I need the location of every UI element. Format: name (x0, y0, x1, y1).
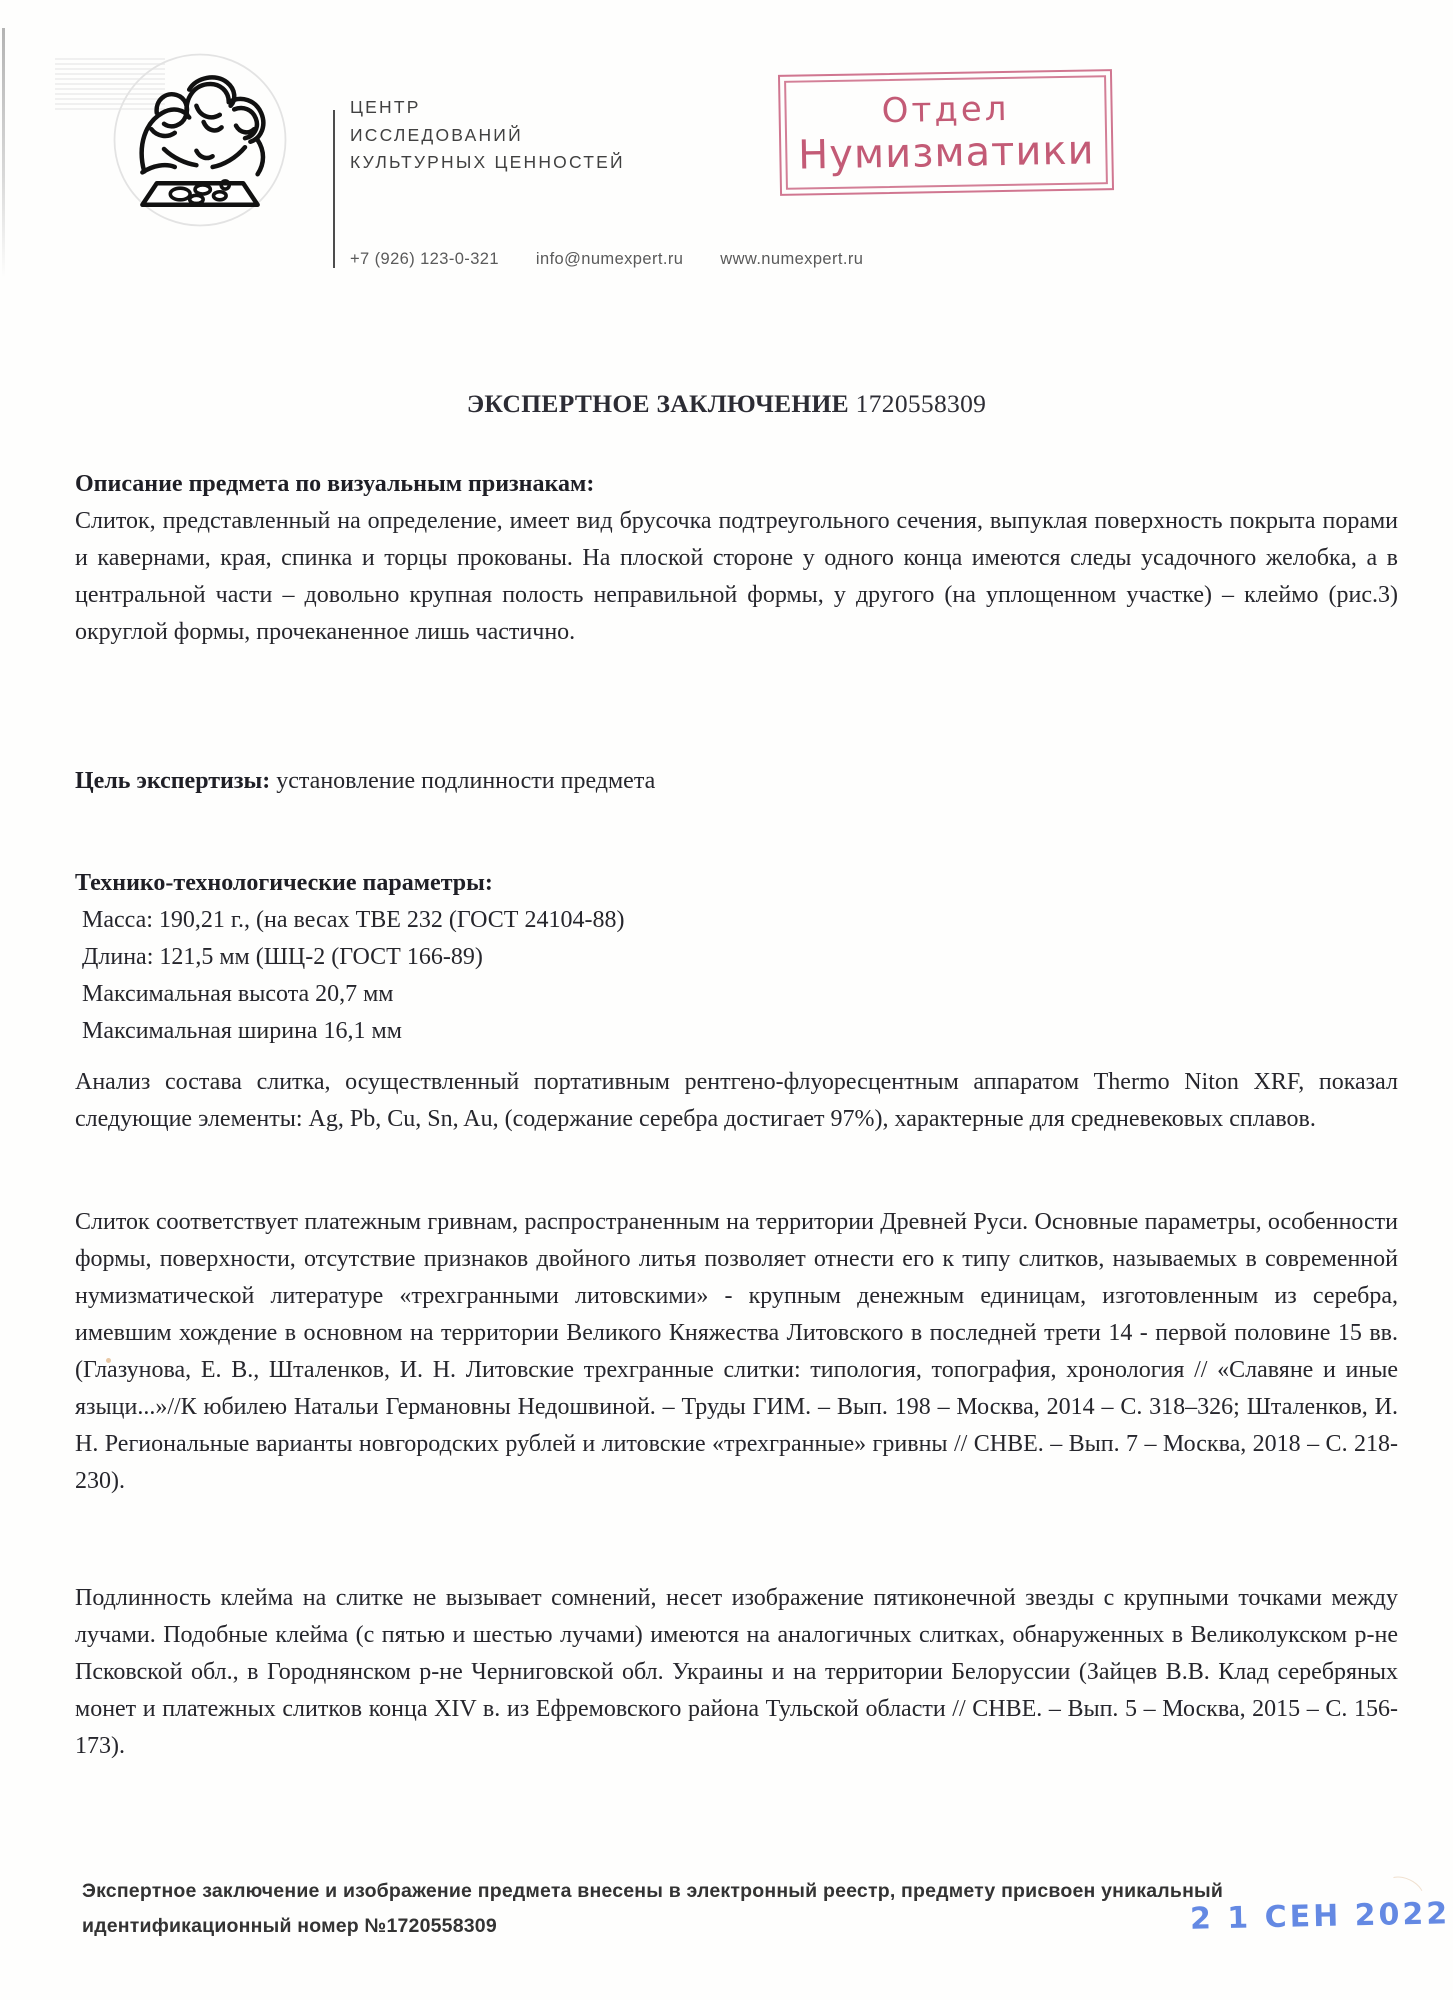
section-parameters-heading: Технико-технологические параметры: (75, 870, 493, 896)
org-name-line: КУЛЬТУРНЫХ ЦЕННОСТЕЙ (350, 152, 625, 172)
section-description-text: Слиток, представленный на определение, имеет вид брусочка подтреугольного сечения, выпуклая поверхность покрыта порами и кавернами, края, спинка и торцы прокованы. На плоской стороне у одного конца имеются следы усадочного желобка, а в центральной части – довольно крупная полость неправильной формы, у другого (на уплощенном участке) – клеймо (рис.3) округлой формы, прочеканенное лишь частично. (75, 508, 1398, 645)
registry-footer-line2: идентификационный номер №1720558309 (82, 1915, 497, 1937)
scan-artifact (2, 28, 5, 278)
document-body (75, 0, 1398, 2000)
org-name-line: ИССЛЕДОВАНИЙ (350, 124, 523, 145)
document-title-label: ЭКСПЕРТНОЕ ЗАКЛЮЧЕНИЕ (466, 389, 849, 418)
registry-footer-line1: Экспертное заключение и изображение предмета внесены в электронный реестр, предмету присвоен уникальный (82, 1880, 1224, 1902)
parameter-length: Длина: 121,5 мм (ШЦ-2 (ГОСТ 166-89) (82, 944, 483, 970)
date-stamp: 2 1 СЕН 2022 (1189, 1896, 1451, 1937)
phone-number: +7 (926) 123-0-321 (350, 250, 499, 268)
section-authenticity: Подлинность клейма на слитке не вызывает сомнений, несет изображение пятиконечной звезды с крупными точками между лучами. Подобные клейма (с пятью и шестью лучами) имеются на аналогичных слитках, обнаруженных в Великолукском р-не Псковской обл., в Городнянском р-не Черниговской обл. Украины и на территории Белоруссии (Зайцев В.В. Клад серебряных монет и платежных слитков конца XIV в. из Ефремовского района Тульской области // СНВЕ. – Вып. 5 – Москва, 2015 – С. 156-173). (75, 1585, 1398, 1759)
parameter-max-width: Максимальная ширина 16,1 мм (82, 1018, 402, 1044)
stamp-text-line2: Нумизматики (797, 126, 1095, 179)
registry-footer (82, 1874, 1382, 1944)
section-purpose-text: установление подлинности предмета (270, 768, 656, 794)
parameter-max-height: Максимальная высота 20,7 мм (82, 981, 394, 1007)
email-address: info@numexpert.ru (535, 250, 684, 268)
section-description-heading: Описание предмета по визуальным признакам: (75, 471, 595, 497)
document-number: 1720558309 (855, 389, 987, 418)
section-purpose-heading: Цель экспертизы: (75, 768, 271, 794)
section-description (75, 466, 1398, 651)
stamp-text-line1: Отдел (881, 88, 1010, 131)
org-name-line: ЦЕНТР (350, 97, 421, 117)
section-parameters (75, 865, 1398, 1050)
website-url: www.numexpert.ru (720, 250, 864, 268)
section-purpose (75, 763, 1398, 800)
parameter-mass: Масса: 190,21 г., (на весах ТВЕ 232 (ГОСТ 24104-88) (82, 907, 625, 933)
section-xrf-analysis: Анализ состава слитка, осуществленный портативным рентгено-флуоресцентным аппаратом Thermo Niton XRF, показал следующие элементы: Ag, Pb, Cu, Sn, Au, (содержание серебра достигает 97%), характерные для средневековых сплавов. (75, 1069, 1398, 1132)
section-attribution: Слиток соответствует платежным гривнам, распространенным на территории Древней Руси. Основные параметры, особенности формы, поверхности, отсутствие признаков двойного литья позволяет отнести его к типу слитков, называемых в современной нумизматической литературе «трехгранными литовскими» - крупным денежным единицам, изготовленным из серебра, имевшим хождение в основном на территории Великого Княжества Литовского в последней трети 14 - первой половине 15 вв. (Глазунова, Е. В., Шталенков, И. Н. Литовские трехгранные слитки: типология, топография, хронология // «Славяне и иные языци...»//К юбилею Натальи Германовны Недошвиной. – Труды ГИМ. – Вып. 198 – Москва, 2014 – С. 318–326; Шталенков, И. Н. Региональные варианты новгородских рублей и литовские «трехгранные» гривны // СНВЕ. – Вып. 7 – Москва, 2018 – С. 218-230). (75, 1209, 1398, 1494)
